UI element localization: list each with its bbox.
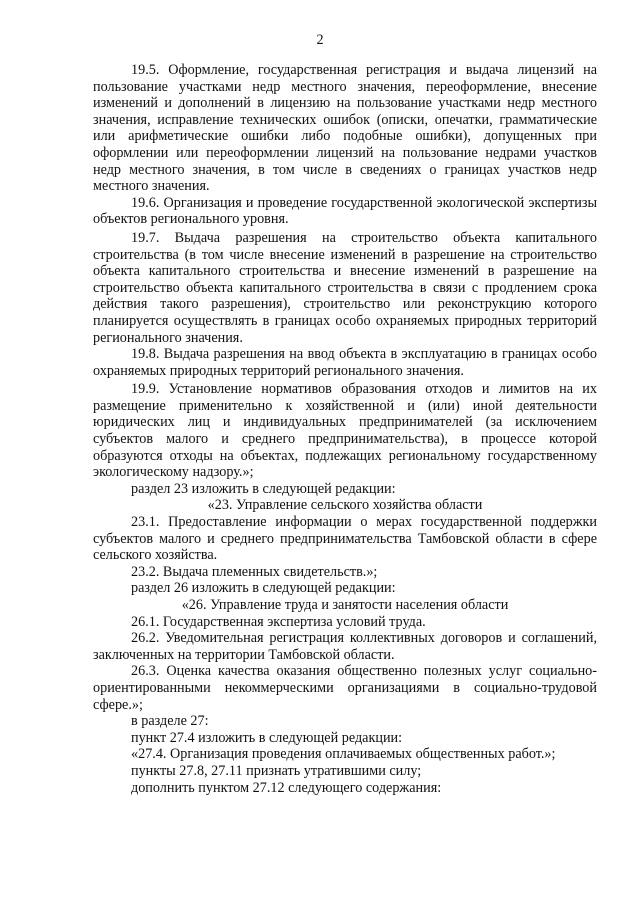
instruction-27-8-27-11: пункты 27.8, 27.11 признать утратившими силу;	[131, 762, 422, 779]
paragraph-19-7: 19.7. Выдача разрешения на строительство объекта капитального строительства (в том числе внесение изменений в разрешение на строительство объекта капитального строительства и внесение изменений в разрешение на строительство объекта капитального строительства в связи с продлением срока действия такого разрешения), строительство или реконструкцию которого планируется осуществлять в границах особо охраняемых природных территорий регионального значения.	[93, 229, 597, 346]
paragraph-23-2: 23.2. Выдача племенных свидетельств.»;	[131, 563, 378, 580]
paragraph-26-1: 26.1. Государственная экспертиза условий труда.	[131, 613, 426, 630]
heading-section-23: «23. Управление сельского хозяйства области	[207, 497, 483, 514]
document-body	[93, 62, 597, 796]
instruction-27-4: пункт 27.4 изложить в следующей редакции:	[131, 729, 403, 746]
paragraph-19-6: 19.6. Организация и проведение государственной экологической экспертизы объектов регионального уровня.	[93, 194, 597, 228]
paragraph-19-5: 19.5. Оформление, государственная регистрация и выдача лицензий на пользование участками недр местного значения, переоформление, внесение изменений и дополнений в лицензию на пользование участками недр местного значения, исправление технических ошибок (описки, опечатки, грамматические или арифметические ошибки либо подобные ошибки), допущенных при оформлении или переоформлении лицензий на пользование недрами участков недр местного значения, в том числе в сведениях о границах участков недр местного значения.	[93, 62, 597, 195]
paragraph-26-3: 26.3. Оценка качества оказания общественно полезных услуг социально-ориентированными некоммерческими организациями в социально-трудовой сфере.»;	[93, 663, 597, 713]
instruction-section-26: раздел 26 изложить в следующей редакции:	[131, 580, 396, 597]
paragraph-27-4: «27.4. Организация проведения оплачиваемых общественных работ.»;	[131, 746, 556, 763]
heading-section-26: «26. Управление труда и занятости населения области	[181, 597, 509, 613]
instruction-section-23: раздел 23 изложить в следующей редакции:	[131, 480, 396, 497]
paragraph-19-9: 19.9. Установление нормативов образования отходов и лимитов на их размещение применительно к хозяйственной и (или) иной деятельности юридических лиц и индивидуальных предпринимателей (за исключением субъектов малого и среднего предпринимательства), в процессе которой образуются отходы на объектах, подлежащих региональному государственному экологическому надзору.»;	[93, 381, 597, 481]
paragraph-26-2: 26.2. Уведомительная регистрация коллективных договоров и соглашений, заключенных на территории Тамбовской области.	[93, 630, 597, 663]
page-number: 2	[316, 32, 324, 48]
instruction-section-27: в разделе 27:	[131, 713, 209, 730]
paragraph-23-1: 23.1. Предоставление информации о мерах государственной поддержки субъектов малого и среднего предпринимательства Тамбовской области в сфере сельского хозяйства.	[93, 514, 597, 564]
instruction-27-12: дополнить пунктом 27.12 следующего содержания:	[131, 779, 442, 796]
paragraph-19-8: 19.8. Выдача разрешения на ввод объекта в эксплуатацию в границах особо охраняемых природных территорий регионального значения.	[93, 346, 597, 379]
